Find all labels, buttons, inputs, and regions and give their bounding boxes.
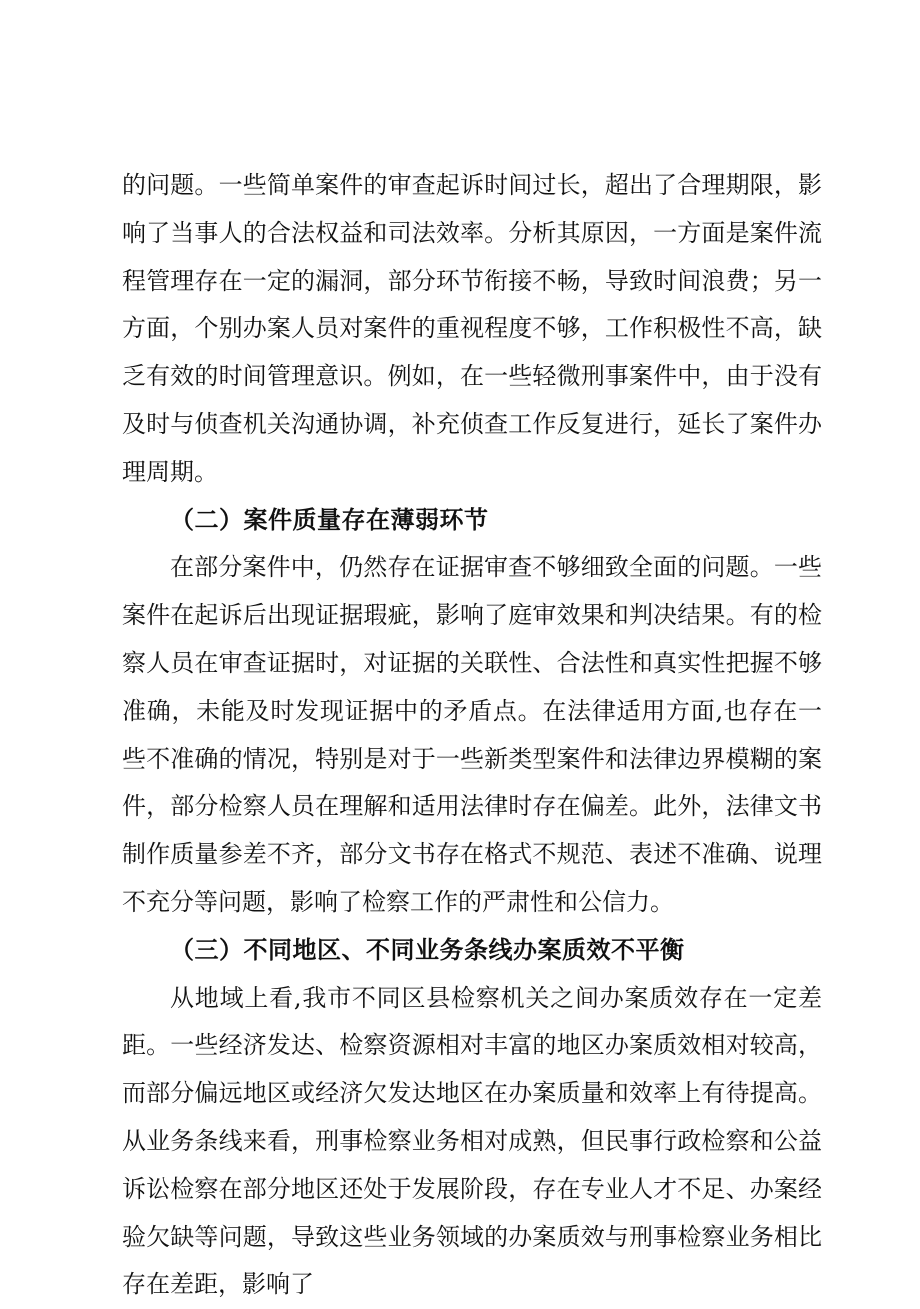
document-body	[122, 162, 822, 1309]
paragraph-section-3: 从地域上看,我市不同区县检察机关之间办案质效存在一定差距。一些经济发达、检察资源相对丰富的地区办案质效相对较高，而部分偏远地区或经济欠发达地区在办案质量和效率上有待提高。从业务条线来看，刑事检察业务相对成熟，但民事行政检察和公益诉讼检察在部分地区还处于发展阶段，存在专业人才不足、办案经验欠缺等问题，导致这些业务领域的办案质效与刑事检察业务相比存在差距，影响了	[122, 983, 822, 1299]
section-heading-3: （三）不同地区、不同业务条线办案质效不平衡	[170, 935, 685, 964]
paragraph-section-2: 在部分案件中，仍然存在证据审查不够细致全面的问题。一些案件在起诉后出现证据瑕疵，影响了庭审效果和判决结果。有的检察人员在审查证据时，对证据的关联性、合法性和真实性把握不够准确，未能及时发现证据中的矛盾点。在法律适用方面,也存在一些不准确的情况，特别是对于一些新类型案件和法律边界模糊的案件，部分检察人员在理解和适用法律时存在偏差。此外，法律文书制作质量参差不齐，部分文书存在格式不规范、表述不准确、说理不充分等问题，影响了检察工作的严肃性和公信力。	[122, 553, 822, 916]
section-heading-2: （二）案件质量存在薄弱环节	[170, 505, 489, 534]
paragraph-continuation: 的问题。一些简单案件的审查起诉时间过长，超出了合理期限，影响了当事人的合法权益和司法效率。分析其原因，一方面是案件流程管理存在一定的漏洞，部分环节衔接不畅，导致时间浪费；另一方面，个别办案人员对案件的重视程度不够，工作积极性不高，缺乏有效的时间管理意识。例如，在一些轻微刑事案件中，由于没有及时与侦查机关沟通协调，补充侦查工作反复进行，延长了案件办理周期。	[122, 171, 822, 486]
